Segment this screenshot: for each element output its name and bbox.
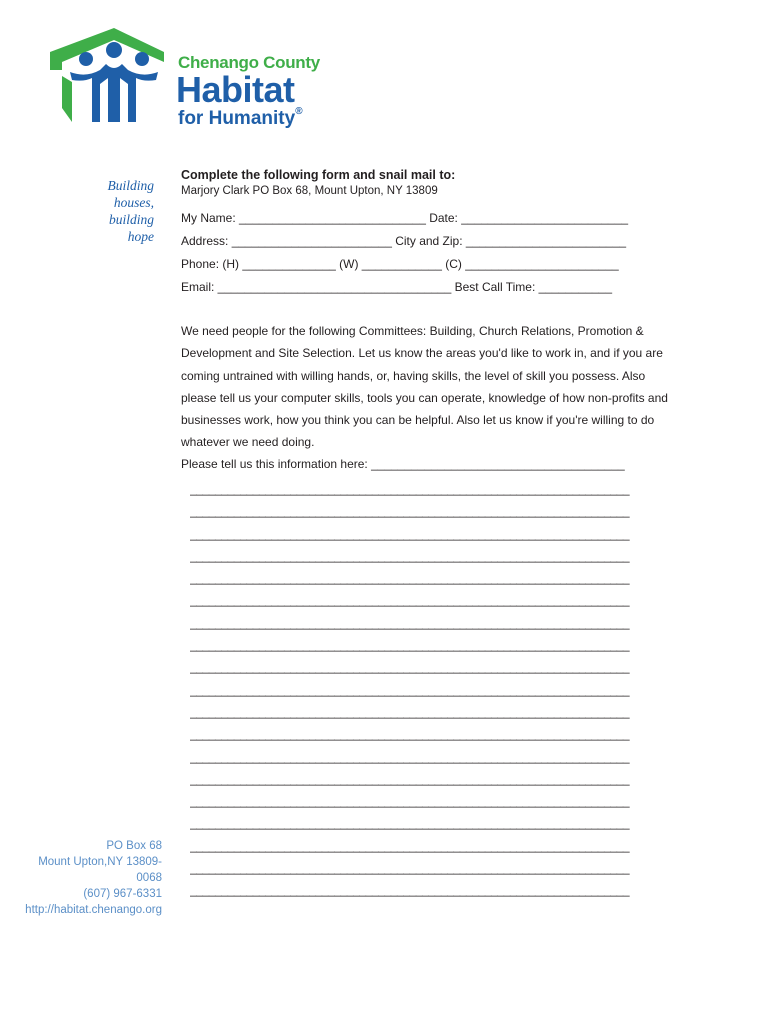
answer-line[interactable]: ______________________________________________________________________ (190, 861, 630, 876)
answer-lines[interactable] (190, 482, 677, 906)
mail-to-address: Marjory Clark PO Box 68, Mount Upton, NY 13809 (181, 185, 438, 197)
city-zip: Mount Upton,NY 13809-0068 (38, 856, 162, 884)
form-heading: Complete the following form and snail mail to: (181, 168, 456, 182)
contact-address (20, 838, 162, 918)
tagline-line: Building (107, 178, 154, 193)
answer-line[interactable]: ______________________________________________________________________ (190, 482, 630, 496)
email-call-time-field[interactable]: Email: ___________________________________ Best Call Time: ___________ (181, 280, 613, 294)
answer-line[interactable]: ______________________________________________________________________ (190, 816, 630, 831)
phone-fields[interactable]: Phone: (H) ______________ (W) ____________ (C) _______________________ (181, 257, 619, 271)
answer-line[interactable]: ______________________________________________________________________ (190, 749, 630, 764)
logo-subtitle: for Humanity (178, 108, 296, 129)
tagline-line: hope (127, 229, 154, 244)
answer-line[interactable]: ______________________________________________________________________ (190, 838, 630, 853)
address-city-zip-field[interactable]: Address: ________________________ City and Zip: ________________________ (181, 234, 627, 248)
answer-line[interactable]: ______________________________________________________________________ (190, 615, 630, 630)
logo-habitat-text: Habitat (176, 69, 295, 110)
answer-line[interactable]: ______________________________________________________________________ (190, 526, 630, 541)
committees-intro: We need people for the following Committees: Building, Church Relations, Promotion & Development and Site Selection. Let us know the areas you'd like to work in, and if you are coming untrained with willing hands, or, having skills, the level of skill you possess. Also please tell us your computer skills, tools you can operate, knowledge of how non-profits and businesses work, how you think you can be helpful. Also let us know if you're willing to do whatever we need doing. (181, 324, 668, 450)
answer-line[interactable]: ______________________________________________________________________ (190, 682, 630, 697)
tagline-line: houses, (113, 195, 154, 210)
logo-county-text: Chenango County (178, 53, 320, 72)
po-box: PO Box 68 (106, 840, 162, 852)
answer-line[interactable]: ______________________________________________________________________ (190, 727, 630, 742)
phone-number: (607) 967-6331 (83, 888, 162, 900)
mail-form-header (181, 168, 691, 197)
tagline-line: building (108, 212, 154, 227)
answer-line[interactable]: ______________________________________________________________________ (190, 548, 630, 563)
answer-line[interactable]: ______________________________________________________________________ (190, 883, 630, 898)
answer-line[interactable]: ______________________________________________________________________ (190, 638, 630, 653)
name-date-field[interactable]: My Name: ____________________________ Date: _________________________ (181, 211, 629, 225)
tagline (90, 177, 154, 245)
info-prompt-field[interactable]: Please tell us this information here: ______________________________________ (181, 457, 625, 471)
answer-line[interactable]: ______________________________________________________________________ (190, 593, 630, 608)
answer-line[interactable]: ______________________________________________________________________ (190, 794, 630, 809)
registered-mark: ® (295, 106, 303, 117)
answer-line[interactable]: ______________________________________________________________________ (190, 704, 630, 719)
website-link[interactable]: http://habitat.chenango.org (25, 904, 162, 916)
answer-line[interactable]: ______________________________________________________________________ (190, 771, 630, 786)
logo-humanity-text (178, 108, 303, 130)
answer-line[interactable]: ______________________________________________________________________ (190, 571, 630, 586)
habitat-logo (48, 26, 320, 136)
answer-line[interactable]: ______________________________________________________________________ (190, 504, 630, 519)
logo-house-figures-icon (48, 26, 168, 126)
answer-line[interactable]: ______________________________________________________________________ (190, 660, 630, 675)
